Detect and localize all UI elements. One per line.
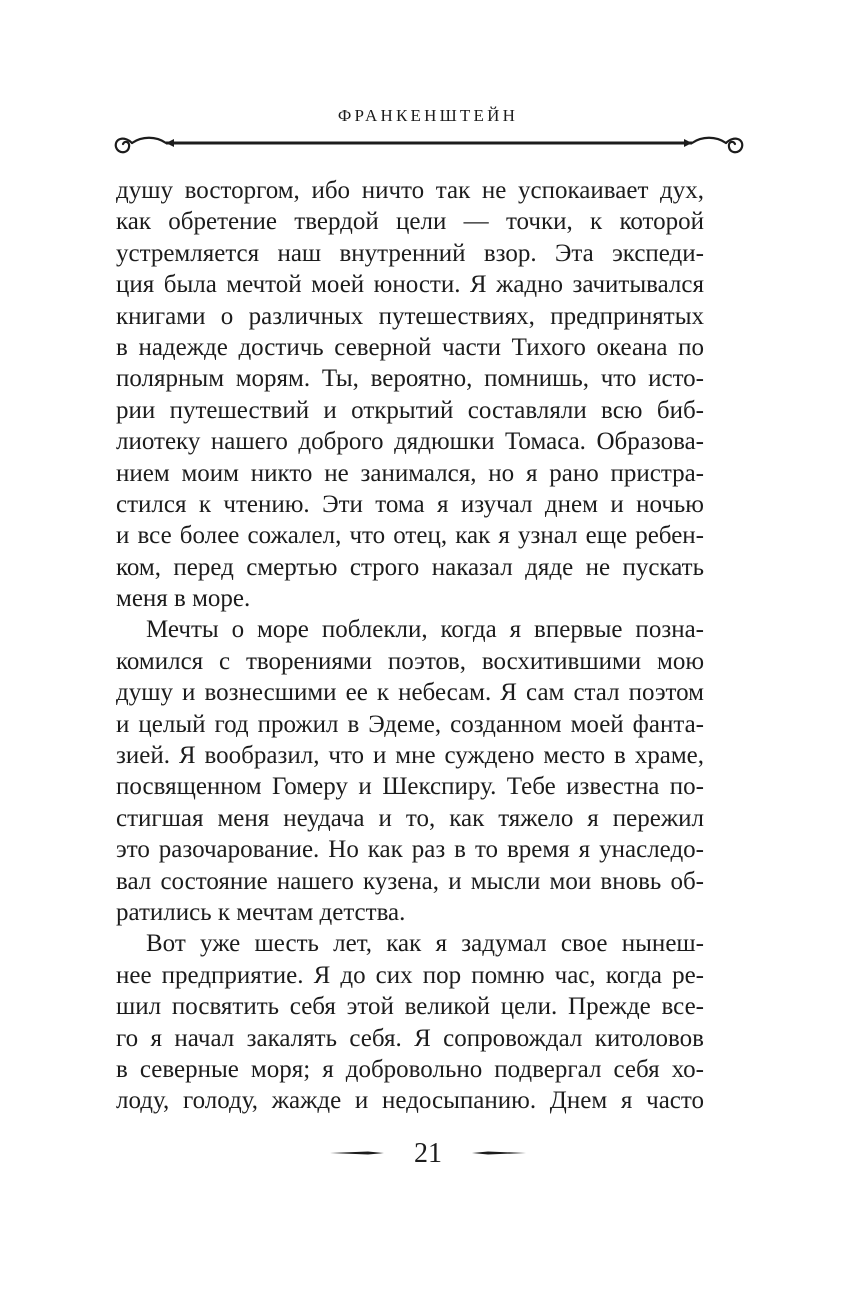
text-line: стигшая меня неудача и то, как тяжело я пережил (116, 804, 704, 832)
text-line: ция была мечтой моей юности. Я жадно зачитывался (116, 271, 704, 299)
text-line: лиотеку нашего доброго дядюшки Томаса. Образова- (116, 428, 704, 456)
text-line: меня в море. (116, 585, 251, 613)
text-line: зией. Я вообразил, что и мне суждено место в храме, (116, 742, 704, 770)
text-line: как обретение твердой цели — точки, к которой (116, 208, 704, 236)
header-ornament (112, 126, 746, 160)
paragraph-2 (116, 614, 704, 928)
running-title: ФРАНКЕНШТЕЙН (337, 106, 519, 125)
text-line: стился к чтению. Эти тома я изучал днем и ночью (116, 490, 704, 518)
text-line: это разочарование. Но как раз в то время я унаследо- (116, 836, 704, 864)
text-line: ратились к мечтам детства. (116, 898, 406, 926)
text-line: нием моим никто не занимался, но я рано пристра- (116, 459, 704, 487)
text-line: в северные моря; я добровольно подвергал себя хо- (116, 1055, 704, 1083)
text-line: книгами о различных путешествиях, предпринятых (116, 302, 704, 330)
text-line: го я начал закалять себя. Я сопровождал китоловов (116, 1024, 704, 1052)
text-line: душу восторгом, ибо ничто так не успокаивает дух, (116, 177, 704, 204)
text-line: ком, перед смертью строго наказал дяде не пускать (116, 553, 704, 581)
page-number: 21 (414, 1138, 442, 1169)
text-line: посвященном Гомеру и Шекспиру. Тебе известна по- (116, 773, 704, 801)
page-footer (328, 1134, 528, 1174)
paragraph-3 (116, 928, 704, 1116)
text-line: в надежде достичь северной части Тихого океана по (116, 333, 704, 361)
text-line: вал состояние нашего кузена, и мысли мои вновь об- (116, 867, 704, 895)
text-line: и все более сожалел, что отец, как я узнал еще ребен- (116, 522, 704, 550)
paragraph-1 (116, 175, 704, 614)
text-line: нее предприятие. Я до сих пор помню час, когда ре- (116, 961, 704, 989)
text-line: комился с творениями поэтов, восхитившими мою (116, 647, 704, 675)
text-line: и целый год прожил в Эдеме, созданном моей фанта- (116, 710, 704, 738)
text-line: полярным морям. Ты, вероятно, помнишь, что исто- (116, 365, 704, 393)
text-line: шил посвятить себя этой великой цели. Прежде все- (116, 993, 704, 1021)
right-dash-ornament (470, 1146, 528, 1160)
text-line: Мечты о море поблекли, когда я впервые позна- (146, 616, 704, 644)
left-dash-ornament (328, 1146, 386, 1160)
text-line: устремляется наш внутренний взор. Эта экспеди- (116, 239, 704, 267)
text-line: рии путешествий и открытий составляли всю биб- (116, 396, 704, 424)
body-text (116, 175, 704, 1117)
text-line: Вот уже шесть лет, как я задумал свое нынеш- (146, 930, 704, 958)
text-line: душу и вознесшими ее к небесам. Я сам стал поэтом (116, 679, 704, 707)
text-line: лоду, голоду, жажде и недосыпанию. Днем я часто (116, 1087, 704, 1115)
